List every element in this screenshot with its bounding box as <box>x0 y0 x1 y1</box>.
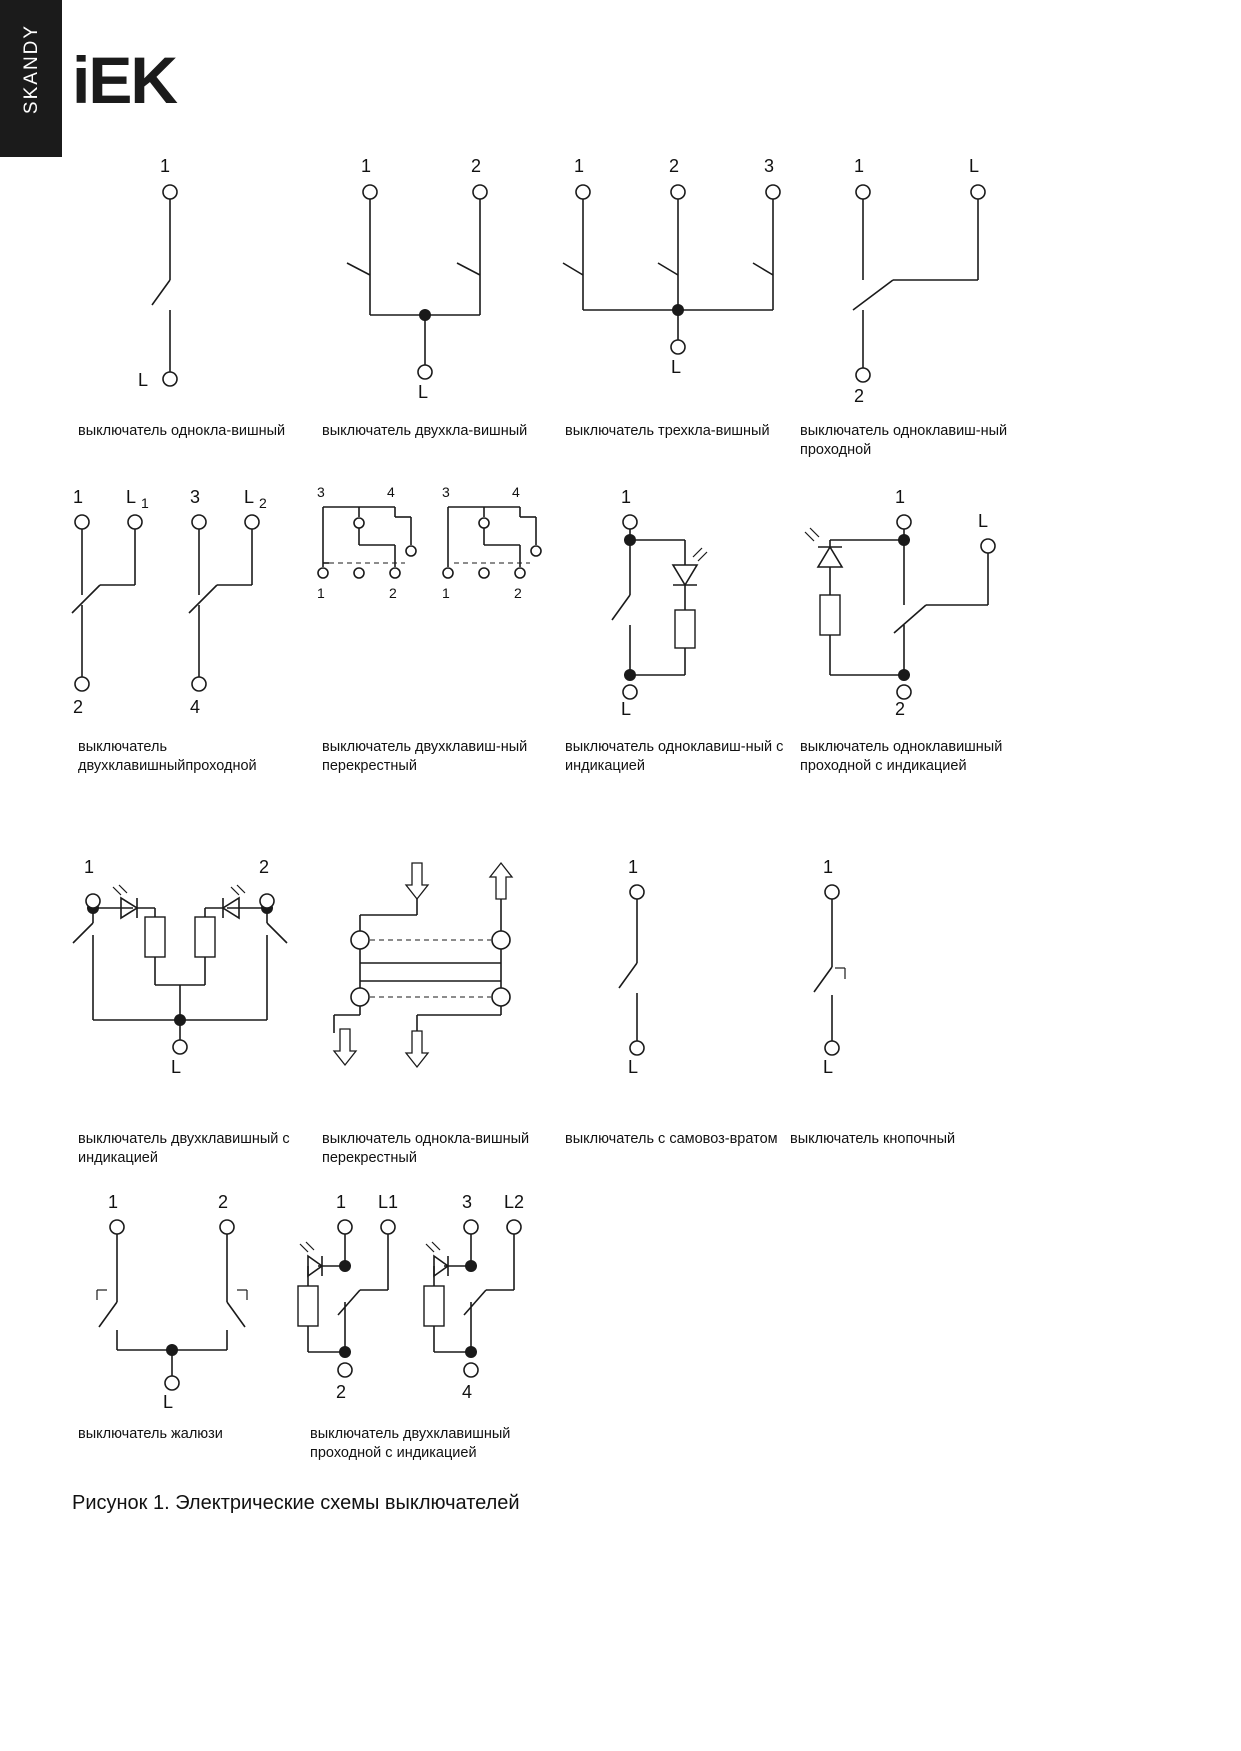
svg-text:L1: L1 <box>378 1192 399 1212</box>
svg-text:L: L <box>969 156 980 176</box>
diagram-switch-push-button <box>795 855 915 1075</box>
diagram-switch-3gang <box>565 150 795 400</box>
svg-text:1: 1 <box>141 495 149 511</box>
svg-text:L: L <box>628 1057 639 1077</box>
caption-switch-self-return: выключатель с самовоз-вратом <box>565 1131 778 1147</box>
svg-text:1: 1 <box>317 585 325 601</box>
svg-text:2: 2 <box>336 1382 347 1402</box>
caption-switch-2gang-passing: выключатель двухклавишныйпроходной <box>78 739 257 774</box>
caption-switch-1gang-cross: выключатель однокла-вишный перекрестный <box>322 1131 530 1166</box>
caption-switch-push-button: выключатель кнопочный <box>790 1131 956 1147</box>
caption-switch-2gang: выключатель двухкла-вишный <box>322 423 528 439</box>
terminal-label: L <box>138 370 149 390</box>
diagram-switch-1gang-passing-indicator <box>800 485 1010 719</box>
caption-switch-1gang-indicator: выключатель одноклавиш-ный с индикацией <box>565 739 784 774</box>
caption-switch-blinds: выключатель жалюзи <box>78 1426 223 1442</box>
caption-switch-2gang-cross: выключатель двухклавиш-ный перекрестный <box>322 739 528 774</box>
terminal-label: 1 <box>160 156 171 176</box>
svg-text:L: L <box>418 382 429 402</box>
svg-text:L: L <box>244 487 255 507</box>
caption-switch-1gang: выключатель однокла-вишный <box>78 423 286 439</box>
svg-text:4: 4 <box>387 484 395 500</box>
svg-text:1: 1 <box>574 156 585 176</box>
svg-text:L: L <box>823 1057 834 1077</box>
diagram-switch-2gang-passing <box>70 485 290 715</box>
svg-text:2: 2 <box>259 495 267 511</box>
caption-switch-3gang: выключатель трехкла-вишный <box>565 423 770 439</box>
diagram-switch-2gang-indicator <box>75 855 305 1085</box>
svg-text:1: 1 <box>621 487 632 507</box>
svg-text:1: 1 <box>854 156 865 176</box>
svg-text:1: 1 <box>336 1192 347 1212</box>
caption-switch-2gang-indicator: выключатель двухклавишный с индикацией <box>78 1131 290 1166</box>
svg-text:1: 1 <box>361 156 372 176</box>
svg-text:4: 4 <box>462 1382 473 1402</box>
svg-text:3: 3 <box>764 156 775 176</box>
diagram-switch-1gang-indicator <box>610 485 730 719</box>
svg-text:1: 1 <box>108 1192 119 1212</box>
brand-vertical-text: SKANDY <box>21 23 42 115</box>
svg-text:2: 2 <box>669 156 680 176</box>
diagram-switch-self-return <box>600 855 720 1075</box>
diagram-switch-2gang-passing-indicator <box>300 1190 550 1410</box>
svg-text:2: 2 <box>389 585 397 601</box>
svg-text:4: 4 <box>190 697 201 717</box>
svg-text:1: 1 <box>628 857 639 877</box>
diagram-switch-1gang-cross <box>320 855 540 1075</box>
caption-switch-2gang-passing-indicator: выключатель двухклавишный проходной с индикацией <box>310 1426 511 1461</box>
svg-text:3: 3 <box>442 484 450 500</box>
svg-text:1: 1 <box>442 585 450 601</box>
svg-text:3: 3 <box>462 1192 473 1212</box>
svg-text:L: L <box>671 357 682 377</box>
svg-text:L: L <box>163 1392 174 1412</box>
svg-text:L: L <box>621 699 632 719</box>
caption-switch-1gang-passing: выключатель одноклавиш-ный проходной <box>800 423 1008 458</box>
svg-text:4: 4 <box>512 484 520 500</box>
svg-text:2: 2 <box>854 386 865 406</box>
svg-text:2: 2 <box>471 156 482 176</box>
svg-text:3: 3 <box>317 484 325 500</box>
svg-text:2: 2 <box>218 1192 229 1212</box>
caption-switch-1gang-passing-indicator: выключатель одноклавишный проходной с индикацией <box>800 739 1003 774</box>
svg-text:1: 1 <box>895 487 906 507</box>
diagram-switch-1gang-passing <box>845 150 1025 406</box>
svg-text:1: 1 <box>84 857 95 877</box>
figure-caption: Рисунок 1. Электрические схемы выключателей <box>72 1492 520 1514</box>
svg-text:2: 2 <box>514 585 522 601</box>
svg-text:L: L <box>171 1057 182 1077</box>
svg-text:2: 2 <box>895 699 906 719</box>
svg-text:2: 2 <box>259 857 270 877</box>
diagram-switch-2gang <box>325 150 525 400</box>
diagram-switch-1gang <box>120 150 270 400</box>
svg-text:1: 1 <box>73 487 84 507</box>
svg-text:1: 1 <box>823 857 834 877</box>
brand-block <box>0 0 62 157</box>
diagram-switch-blinds <box>75 1190 275 1410</box>
iek-logo: iEK <box>72 43 177 117</box>
svg-text:2: 2 <box>73 697 84 717</box>
svg-text:L2: L2 <box>504 1192 525 1212</box>
svg-text:L: L <box>126 487 137 507</box>
svg-text:3: 3 <box>190 487 201 507</box>
diagram-switch-2gang-cross <box>315 485 555 625</box>
svg-text:L: L <box>978 511 989 531</box>
